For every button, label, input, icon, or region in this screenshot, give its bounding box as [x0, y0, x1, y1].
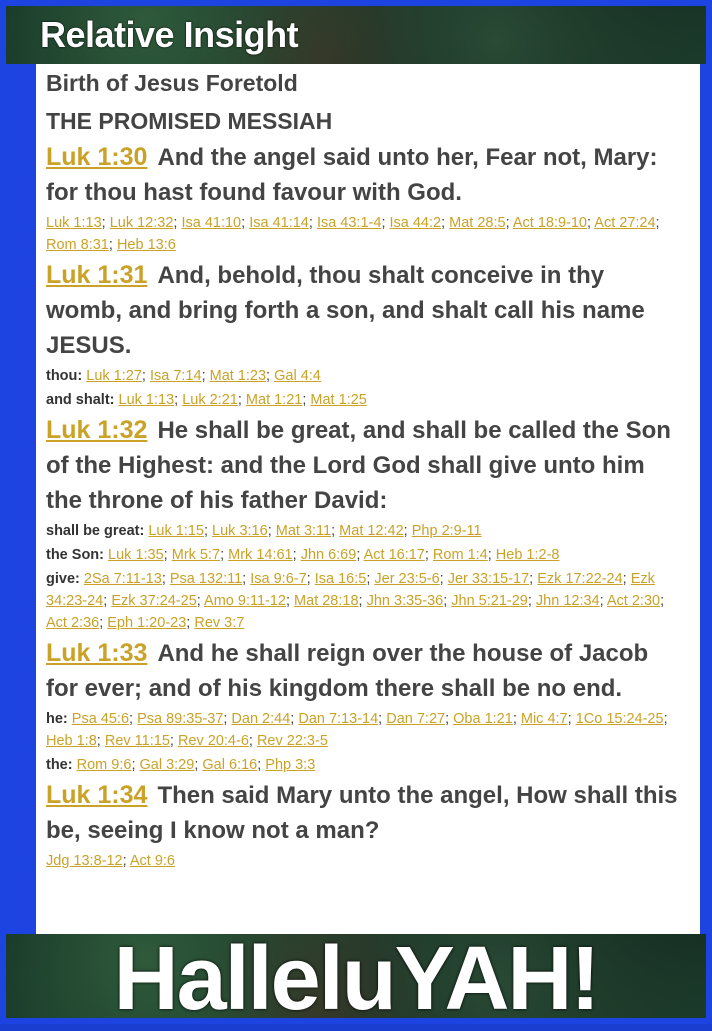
cross-reference-link[interactable]: Eph 1:20-23 [107, 615, 187, 631]
separator: ; [237, 392, 246, 408]
cross-reference-label: shall be great: [46, 523, 145, 539]
cross-reference-line [46, 389, 686, 411]
separator: ; [441, 215, 450, 231]
verse-text: And he shall reign over the house of Jacob for ever; and of his kingdom there shall be no end. [46, 640, 649, 702]
cross-reference-link[interactable]: Rev 3:7 [194, 615, 245, 631]
verse-text: Then said Mary unto the angel, How shall this be, seeing I know not a man? [46, 782, 678, 844]
cross-reference-link[interactable]: Amo 9:11-12 [204, 593, 286, 609]
cross-reference-link[interactable]: Gal 4:4 [274, 368, 321, 384]
cross-reference-link[interactable]: Heb 1:2-8 [495, 547, 560, 563]
cross-reference-link[interactable]: Jhn 3:35-36 [366, 593, 444, 609]
separator: ; [358, 593, 367, 609]
separator: ; [302, 392, 311, 408]
cross-reference-link[interactable]: Rev 20:4-6 [177, 733, 249, 749]
separator: ; [103, 593, 112, 609]
cross-reference-link[interactable]: Luk 1:27 [86, 368, 142, 384]
cross-reference-link[interactable]: Jdg 13:8-12 [46, 853, 123, 869]
separator: ; [267, 523, 276, 539]
cross-reference-link[interactable]: Isa 43:1-4 [316, 215, 382, 231]
cross-reference-link[interactable]: Rom 9:6 [76, 757, 132, 773]
cross-reference-link[interactable]: Ezk 34:23-24 [46, 571, 655, 609]
separator: ; [194, 757, 203, 773]
cross-reference-link[interactable]: Isa 41:10 [181, 215, 242, 231]
verse-list [46, 64, 686, 874]
separator: ; [99, 615, 108, 631]
section-heading: Birth of Jesus Foretold [46, 70, 298, 96]
cross-reference-link[interactable]: Mat 3:11 [275, 523, 332, 539]
verse [46, 258, 686, 363]
cross-reference-link[interactable]: Psa 45:6 [71, 711, 130, 727]
separator: ; [161, 571, 170, 587]
cross-reference-link[interactable]: Dan 7:27 [386, 711, 446, 727]
separator: ; [174, 392, 183, 408]
separator: ; [163, 547, 172, 563]
separator: ; [660, 593, 665, 609]
cross-reference-link[interactable]: Mat 1:23 [209, 368, 267, 384]
cross-reference-link[interactable]: Luk 1:15 [148, 523, 204, 539]
separator: ; [292, 547, 301, 563]
cross-reference-link[interactable]: Jer 33:15-17 [447, 571, 530, 587]
cross-reference-label: thou: [46, 368, 83, 384]
separator: ; [290, 711, 299, 727]
separator: ; [220, 547, 229, 563]
verse [46, 413, 686, 518]
cross-reference-link[interactable]: Mat 12:42 [339, 523, 404, 539]
cross-reference-link[interactable]: Luk 1:13 [118, 392, 175, 408]
cross-reference-link[interactable]: Isa 9:6-7 [250, 571, 307, 587]
cross-reference-link[interactable]: Luk 2:21 [182, 392, 238, 408]
cross-reference-label: give: [46, 571, 80, 587]
cross-reference-link[interactable]: Mrk 5:7 [171, 547, 221, 563]
cross-reference-link[interactable]: Psa 132:11 [169, 571, 243, 587]
cross-reference-link[interactable]: Gal 6:16 [202, 757, 258, 773]
cross-reference-line [46, 850, 686, 872]
separator: ; [241, 215, 250, 231]
cross-reference-link[interactable]: Jhn 6:69 [300, 547, 357, 563]
separator: ; [122, 853, 130, 869]
cross-reference-line [46, 754, 686, 776]
verse-text: And the angel said unto her, Fear not, Mary: for thou hast found favour with God. [46, 144, 658, 206]
section-subheading: THE PROMISED MESSIAH [46, 108, 333, 134]
cross-reference-link[interactable]: Mat 28:18 [294, 593, 359, 609]
verse [46, 140, 686, 210]
separator: ; [186, 615, 195, 631]
cross-reference-link[interactable]: Heb 1:8 [46, 733, 97, 749]
cross-reference-link[interactable]: Jhn 5:21-29 [451, 593, 528, 609]
cross-reference-line [46, 212, 686, 256]
separator: ; [443, 593, 452, 609]
separator: ; [108, 237, 117, 253]
separator: ; [527, 593, 536, 609]
verse-text: He shall be great, and shall be called the Son of the Highest: and the Lord God shall give unto him the throne of his father David: [46, 417, 671, 514]
separator: ; [242, 571, 251, 587]
separator: ; [173, 215, 182, 231]
cross-reference-link[interactable]: Rev 22:3-5 [256, 733, 328, 749]
cross-reference-link[interactable]: Mat 28:5 [449, 215, 506, 231]
separator: ; [331, 523, 340, 539]
separator: ; [131, 757, 140, 773]
verse-reference-link[interactable]: Luk 1:32 [46, 416, 148, 444]
cross-reference-link[interactable]: Isa 41:14 [249, 215, 309, 231]
separator: ; [567, 711, 576, 727]
cross-reference-link[interactable]: Dan 2:44 [231, 711, 291, 727]
cross-reference-line [46, 708, 686, 752]
cross-reference-link[interactable]: Act 9:6 [129, 853, 175, 869]
cross-reference-link[interactable]: Act 2:36 [46, 615, 100, 631]
cross-reference-link[interactable]: Luk 1:13 [46, 215, 102, 231]
cross-reference-link[interactable]: Rom 8:31 [46, 237, 109, 253]
separator: ; [378, 711, 387, 727]
separator: ; [248, 733, 257, 749]
separator: ; [663, 711, 668, 727]
cross-reference-link[interactable]: Rom 1:4 [432, 547, 488, 563]
cross-reference-link[interactable]: Jer 23:5-6 [374, 571, 440, 587]
cross-reference-link[interactable]: Mic 4:7 [520, 711, 568, 727]
bottom-banner [6, 929, 706, 1029]
cross-reference-link[interactable]: Psa 89:35-37 [137, 711, 224, 727]
verse-text: And, behold, thou shalt conceive in thy womb, and bring forth a son, and shalt call his name JESUS. [46, 262, 645, 359]
cross-reference-link[interactable]: Luk 12:32 [109, 215, 174, 231]
separator: ; [655, 215, 660, 231]
cross-reference-link[interactable]: Isa 44:2 [389, 215, 442, 231]
verse-reference-link[interactable]: Luk 1:31 [46, 261, 148, 289]
cross-reference-label: and shalt: [46, 392, 115, 408]
verse-reference-link[interactable]: Luk 1:34 [46, 781, 148, 809]
cross-reference-link[interactable]: Isa 7:14 [149, 368, 202, 384]
separator: ; [257, 757, 266, 773]
separator: ; [505, 215, 513, 231]
cross-reference-link[interactable]: Act 16:17 [363, 547, 425, 563]
separator: ; [308, 215, 317, 231]
separator: ; [445, 711, 454, 727]
cross-reference-link[interactable]: Php 2:9-11 [411, 523, 482, 539]
cross-reference-link[interactable]: Act 18:9-10 [512, 215, 588, 231]
cross-reference-link[interactable]: Dan 7:13-14 [298, 711, 379, 727]
separator: ; [439, 571, 448, 587]
separator: ; [101, 215, 110, 231]
separator: ; [203, 523, 213, 539]
content-panel [36, 64, 700, 934]
cross-reference-link[interactable]: Ezk 37:24-25 [111, 593, 197, 609]
cross-reference-link[interactable]: Mat 1:25 [310, 392, 367, 408]
separator: ; [587, 215, 595, 231]
cross-reference-line [46, 568, 686, 634]
separator: ; [201, 368, 210, 384]
verse-reference-link[interactable]: Luk 1:33 [46, 639, 148, 667]
separator: ; [622, 571, 631, 587]
separator: ; [285, 593, 295, 609]
cross-reference-link[interactable]: Rev 11:15 [104, 733, 170, 749]
separator: ; [487, 547, 496, 563]
cross-reference-link[interactable]: Php 3:3 [265, 757, 316, 773]
cross-reference-link[interactable]: Mrk 14:61 [228, 547, 293, 563]
verse [46, 636, 686, 706]
separator: ; [96, 733, 105, 749]
separator: ; [424, 547, 433, 563]
cross-reference-line [46, 365, 686, 387]
cross-reference-link[interactable]: Ezk 17:22-24 [537, 571, 623, 587]
cross-reference-link[interactable]: Luk 1:35 [108, 547, 164, 563]
cross-reference-label: the: [46, 757, 73, 773]
cross-reference-line [46, 520, 686, 542]
cross-reference-link[interactable]: Jhn 12:34 [535, 593, 600, 609]
verse-reference-link[interactable]: Luk 1:30 [46, 143, 148, 171]
separator: ; [599, 593, 607, 609]
separator: ; [141, 368, 150, 384]
separator: ; [529, 571, 538, 587]
verse [46, 778, 686, 848]
separator: ; [223, 711, 232, 727]
cross-reference-link[interactable]: 1Co 15:24-25 [575, 711, 664, 727]
cross-reference-link[interactable]: Isa 16:5 [314, 571, 367, 587]
cross-reference-link[interactable]: Act 27:24 [594, 215, 656, 231]
halleluyah-title: HalleluYAH! [113, 929, 599, 1029]
cross-reference-label: he: [46, 711, 68, 727]
separator: ; [306, 571, 315, 587]
cross-reference-link[interactable]: Luk 3:16 [212, 523, 268, 539]
separator: ; [512, 711, 521, 727]
separator: ; [196, 593, 205, 609]
cross-reference-line [46, 544, 686, 566]
cross-reference-link[interactable]: Act 2:30 [606, 593, 661, 609]
cross-reference-link[interactable]: Mat 1:21 [245, 392, 303, 408]
banner-title: Relative Insight [40, 14, 299, 55]
cross-reference-link[interactable]: 2Sa 7:11-13 [83, 571, 162, 587]
separator: ; [169, 733, 178, 749]
separator: ; [403, 523, 412, 539]
cross-reference-label: the Son: [46, 547, 104, 563]
cross-reference-link[interactable]: Heb 13:6 [116, 237, 176, 253]
cross-reference-link[interactable]: Oba 1:21 [453, 711, 513, 727]
top-banner [6, 6, 706, 64]
cross-reference-link[interactable]: Gal 3:29 [139, 757, 195, 773]
separator: ; [381, 215, 390, 231]
separator: ; [366, 571, 375, 587]
separator: ; [266, 368, 275, 384]
separator: ; [129, 711, 138, 727]
separator: ; [356, 547, 364, 563]
